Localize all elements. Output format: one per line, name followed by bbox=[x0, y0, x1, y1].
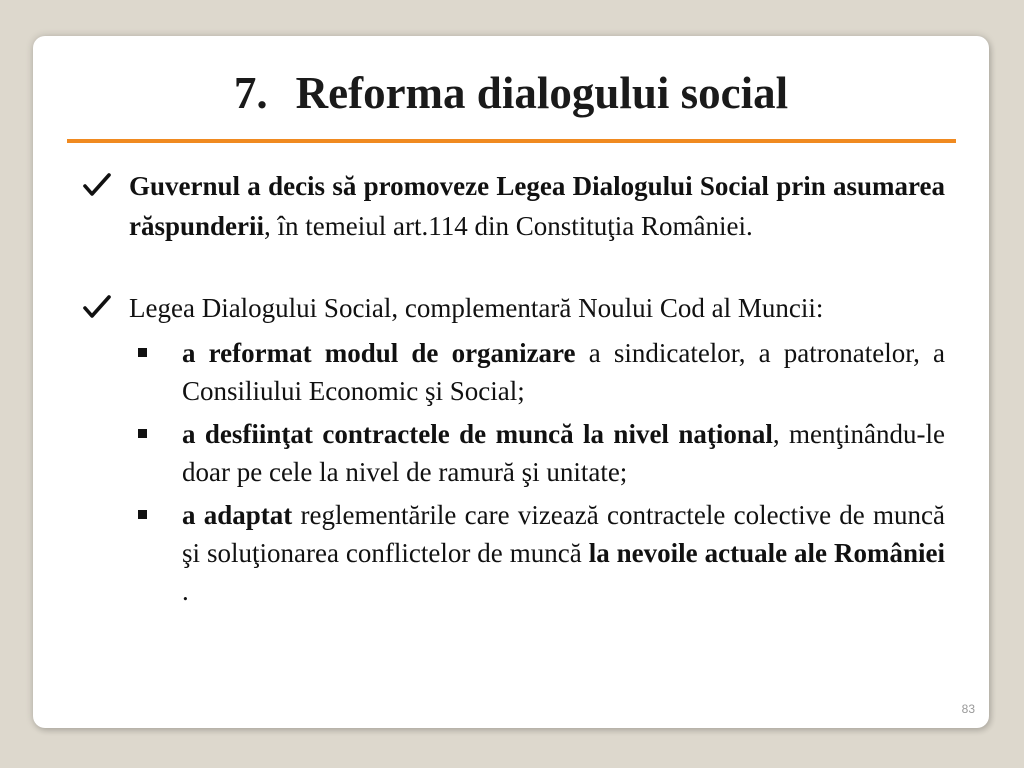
sub-item-3-bold-2: la nevoile actuale ale României bbox=[588, 538, 945, 568]
sub-item-1-bold: a reformat modul de organizare bbox=[182, 338, 576, 368]
slide-title-number: 7. bbox=[233, 68, 268, 118]
checkmark-icon bbox=[83, 288, 113, 328]
sub-item-3-text-1: reglementările care vizează contractele colective de muncă şi soluţionarea conflictelor de muncă bbox=[182, 500, 946, 568]
bullet-item-2-text: Legea Dialogului Social, complementară Noului Cod al Muncii: bbox=[129, 293, 824, 323]
checkmark-icon bbox=[83, 166, 113, 206]
sub-item-3-text-2: . bbox=[182, 576, 189, 606]
square-bullet-icon bbox=[138, 510, 147, 519]
slide-content bbox=[83, 166, 945, 610]
sub-item-1-text: a sindicatelor, a patronatelor, a Consiliului Economic şi Social; bbox=[182, 338, 945, 406]
bullet-item-1-text: , în temeiul art.114 din Constituţia României. bbox=[264, 211, 753, 241]
slide bbox=[33, 36, 989, 728]
sub-item-2-text: , menţinându-le doar pe cele la nivel de ramură şi unitate; bbox=[182, 419, 945, 487]
square-bullet-icon bbox=[138, 348, 147, 357]
title-underline bbox=[67, 139, 956, 143]
bullet-item-1-bold: Guvernul a decis să promoveze Legea Dialogului Social prin asumarea răspunderii bbox=[129, 171, 945, 241]
square-bullet-icon bbox=[138, 429, 147, 438]
sub-item-1 bbox=[83, 334, 945, 410]
bullet-item-1 bbox=[83, 166, 945, 246]
bullet-item-2 bbox=[83, 288, 945, 328]
sub-item-2 bbox=[83, 415, 945, 491]
slide-title bbox=[33, 66, 989, 120]
sub-item-3-bold-1: a adaptat bbox=[182, 500, 293, 530]
sub-item-2-bold: a desfiinţat contractele de muncă la nivel naţional bbox=[182, 419, 773, 449]
page-number: 83 bbox=[961, 702, 975, 716]
sub-item-3 bbox=[83, 496, 945, 610]
slide-title-text: Reforma dialogului social bbox=[295, 68, 789, 118]
